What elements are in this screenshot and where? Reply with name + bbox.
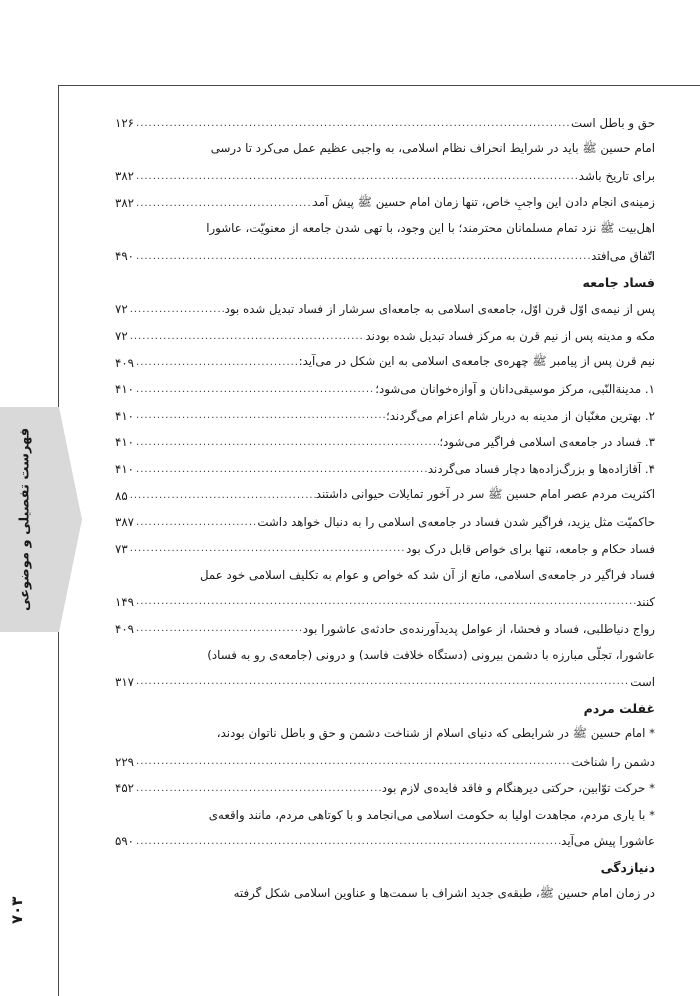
dot-leader — [136, 783, 382, 794]
entry-text: ۱. مدینةالنّبی، مرکز موسیقی‌دانان و آوازه‌خوانان می‌شود؛ — [375, 382, 655, 397]
index-row — [115, 642, 655, 669]
page-reference: ۱۲۶ — [115, 116, 135, 131]
index-row — [115, 376, 655, 403]
dot-leader — [130, 331, 366, 342]
index-line — [115, 828, 655, 855]
page-reference: ۴۰۹ — [115, 355, 135, 370]
dot-leader — [136, 676, 630, 687]
entry-text: کنند — [636, 594, 655, 609]
index-line — [115, 190, 655, 217]
dot-leader — [136, 596, 636, 607]
index-row — [115, 509, 655, 536]
index-line — [115, 482, 655, 509]
top-border-line — [58, 85, 700, 86]
index-row — [115, 748, 655, 775]
index-line — [115, 137, 655, 164]
page-reference: ۸۵ — [115, 488, 128, 503]
dot-leader — [136, 410, 386, 421]
index-row — [115, 482, 655, 509]
dot-leader — [136, 623, 303, 634]
index-line — [115, 110, 655, 137]
index-line — [115, 748, 655, 775]
index-line — [115, 456, 655, 483]
section-heading-row — [115, 695, 655, 722]
index-row — [115, 403, 655, 430]
index-line — [115, 536, 655, 563]
index-row — [115, 243, 655, 270]
entry-text: عاشورا، تجلّی مبارزه با دشمن بیرونی (دستگاه خلافت فاسد) و درونی (جامعه‌ی رو به فساد) — [207, 648, 655, 663]
index-line — [115, 243, 655, 270]
entry-text: پس از نیمه‌ی اوّل قرن اوّل، جامعه‌ی اسلامی به جامعه‌ای سرشار از فساد تبدیل شده بود — [224, 302, 655, 317]
index-row — [115, 722, 655, 749]
index-line — [115, 163, 655, 190]
index-row — [115, 562, 655, 589]
page-reference: ۴۱۰ — [115, 408, 135, 423]
entry-text: حاکمیّت مثل یزید، فراگیر شدن فساد در جامعه‌ی اسلامی را به دنبال خواهد داشت — [257, 515, 655, 530]
dot-leader — [136, 836, 561, 847]
page-reference: ۷۳ — [115, 541, 128, 556]
page-reference: ۷۲ — [115, 329, 128, 344]
index-row — [115, 429, 655, 456]
index-line — [115, 429, 655, 456]
index-line — [115, 775, 655, 802]
index-row — [115, 668, 655, 695]
dot-leader — [130, 543, 406, 554]
index-line — [115, 376, 655, 403]
index-row — [115, 323, 655, 350]
index-line — [115, 615, 655, 642]
index-line — [115, 296, 655, 323]
entry-text: اهل‌بیت ﷺ نزد تمام مسلمانان محترمند؛ با این وجود، با تهی شدن جامعه از معنویّت، عاشورا — [206, 221, 655, 236]
dot-leader — [136, 384, 375, 395]
side-tab-title: فهرست تفصیلی و موضوعی — [17, 427, 33, 611]
page-reference: ۳۸۲ — [115, 169, 135, 184]
index-row — [115, 775, 655, 802]
entry-text: * با یاری مردم، مجاهدت اولیا به حکومت اسلامی می‌انجامد و با کوتاهی مردم، مانند واقعه‌ی — [208, 807, 655, 822]
entry-text: دشمن را شناخت — [571, 754, 655, 769]
entry-text: فساد فراگیر در جامعه‌ی اسلامی، مانع از آن شد که خواص و عوام به تکلیف اسلامی خود عمل — [199, 568, 655, 583]
section-heading-row — [115, 855, 655, 882]
entry-text: ۲. بهترین مغنّیان از مدینه به دربار شام اعزام می‌گردند؛ — [385, 408, 655, 423]
index-line — [115, 642, 655, 669]
dot-leader — [136, 251, 591, 262]
page-reference: ۴۱۰ — [115, 462, 135, 477]
entry-text: برای تاریخ باشد — [578, 169, 655, 184]
entry-text: رواج دنیاطلبی، فساد و فحشا، از عوامل پدیدآورنده‌ی حادثه‌ی عاشورا بود — [302, 621, 655, 636]
page-reference: ۴۱۰ — [115, 382, 135, 397]
page-reference: ۳۱۷ — [115, 674, 135, 689]
index-row — [115, 349, 655, 376]
page-reference: ۴۰۹ — [115, 621, 135, 636]
page-reference: ۴۱۰ — [115, 435, 135, 450]
index-row — [115, 536, 655, 563]
index-row — [115, 190, 655, 217]
entry-text: عاشورا پیش می‌آید — [561, 834, 655, 849]
entry-text: مکه و مدینه پس از نیم قرن به مرکز فساد تبدیل شده بودند — [365, 329, 655, 344]
dot-leader — [136, 198, 313, 209]
index-row — [115, 137, 655, 164]
index-line — [115, 589, 655, 616]
index-content — [115, 110, 655, 908]
section-heading: دنیازدگی — [600, 860, 655, 876]
dot-leader — [136, 118, 571, 129]
page-reference: ۲۲۹ — [115, 754, 135, 769]
dot-leader — [136, 756, 572, 767]
index-line — [115, 562, 655, 589]
section-heading: غفلت مردم — [583, 700, 655, 716]
entry-text: است — [630, 674, 655, 689]
dot-leader — [130, 304, 225, 315]
index-row — [115, 589, 655, 616]
index-line — [115, 881, 655, 908]
entry-text: فساد حکام و جامعه، تنها برای خواص قابل درک بود — [406, 541, 655, 556]
page-reference: ۵۹۰ — [115, 834, 135, 849]
index-row — [115, 110, 655, 137]
entry-text: نیم قرن پس از پیامبر ﷺ چهره‌ی جامعه‌ی اسلامی به این شکل در می‌آید: — [298, 354, 655, 369]
index-row — [115, 163, 655, 190]
index-line — [115, 349, 655, 376]
page-reference: ۴۵۲ — [115, 781, 135, 796]
dot-leader — [136, 171, 579, 182]
entry-text: ۴. آقازاده‌ها و بزرگ‌زاده‌ها دچار فساد می‌گردند — [427, 462, 655, 477]
entry-text: * امام حسین ﷺ در شرایطی که دنیای اسلام از شناخت دشمن و حق و باطل ناتوان بودند، — [216, 726, 655, 741]
dot-leader — [136, 437, 439, 448]
index-line — [115, 216, 655, 243]
index-row — [115, 456, 655, 483]
index-line — [115, 668, 655, 695]
entry-text: * حرکت توّابین، حرکتی دیرهنگام و فاقد فایده‌ی لازم بود — [381, 781, 655, 796]
entry-text: اکثریت مردم عصر امام حسین ﷺ سر در آخور تمایلات حیوانی داشتند — [315, 487, 655, 502]
entry-text: در زمان امام حسین ﷺ، طبقه‌ی جدید اشراف با سمت‌ها و عناوین اسلامی شکل گرفته — [233, 886, 655, 901]
entry-text: حق و باطل است — [570, 116, 655, 131]
index-line — [115, 323, 655, 350]
index-line — [115, 403, 655, 430]
entry-text: اتّفاق می‌افتد — [591, 249, 655, 264]
section-heading-row — [115, 270, 655, 297]
index-row — [115, 216, 655, 243]
index-row — [115, 296, 655, 323]
entry-text: ۳. فساد در جامعه‌ی اسلامی فراگیر می‌شود؛ — [439, 435, 655, 450]
entry-text: زمینه‌ی انجام دادن این واجبِ خاص، تنها زمان امام حسین ﷺ پیش آمد — [312, 194, 655, 209]
dot-leader — [136, 517, 257, 528]
page-reference: ۷۲ — [115, 302, 128, 317]
index-line — [115, 509, 655, 536]
index-row — [115, 881, 655, 908]
page-number: ۷۰۳ — [8, 896, 26, 924]
entry-text: امام حسین ﷺ باید در شرایط انحراف نظام اسلامی، به واجبی عظیم عمل می‌کرد تا درسی — [210, 141, 655, 156]
index-line — [115, 722, 655, 749]
page-reference: ۳۸۲ — [115, 196, 135, 211]
dot-leader — [130, 490, 316, 501]
index-row — [115, 615, 655, 642]
page-reference: ۳۸۷ — [115, 515, 135, 530]
dot-leader — [136, 357, 299, 368]
section-heading: فساد جامعه — [582, 275, 655, 291]
index-row — [115, 828, 655, 855]
page-reference: ۴۹۰ — [115, 249, 135, 264]
dot-leader — [136, 464, 428, 475]
index-line — [115, 801, 655, 828]
page-reference: ۱۴۹ — [115, 594, 135, 609]
index-row — [115, 801, 655, 828]
